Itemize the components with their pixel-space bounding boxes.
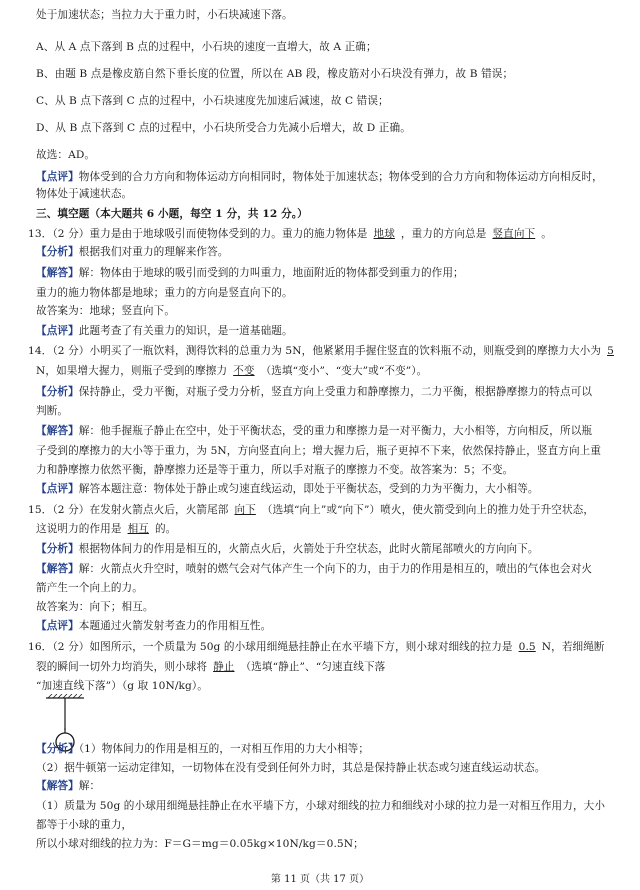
- text-line: [36, 324, 293, 338]
- text: 解：物体由于地球的吸引而受到的力叫重力，地面附近的物体都受到重力的作用；: [78, 267, 464, 279]
- text-line: [36, 660, 385, 674]
- text: （选填“向上”或“向下”）喷火，使火箭受到向上的推力处于升空状态，: [261, 504, 595, 516]
- text-line: [36, 385, 592, 399]
- answer-blank: 竖直向下: [492, 228, 536, 240]
- text-line: 所以小球对细线的拉力为：F＝G＝mg＝0.05kg×10N/kg＝0.5N；: [36, 838, 364, 850]
- text-line: C、从 B 点下落到 C 点的过程中，小石块速度先加速后减速，故 C 错误；: [36, 95, 389, 107]
- text-line: 子受到的摩擦力的大小等于重力，为 5N，方向竖直向上；增大握力后，瓶子更掉不下来，依然保持静止，竖直方向上重: [36, 445, 602, 457]
- text-line: [36, 522, 176, 536]
- text-line: 箭产生一个向上的力。: [36, 582, 143, 594]
- text-line: （2）据牛顿第一运动定律知，一切物体在没有受到任何外力时，其总是保持静止状态或匀速直线运动状态。: [36, 762, 546, 774]
- text-line: 处于加速状态；当拉力大于重力时，小石块减速下落。: [36, 9, 293, 21]
- text-line: 故答案为：向下；相互。: [36, 601, 154, 613]
- text-line: [36, 266, 464, 280]
- answer-blank: 相互: [127, 523, 149, 535]
- text: 15．（2 分）在发射火箭点火后，火箭尾部: [28, 504, 229, 516]
- text: 物体受到的合力方向和物体运动方向相同时，物体处于加速状态；物体受到的合力方向和物体运动方向相反时，: [78, 171, 603, 183]
- text-line: [36, 364, 427, 378]
- text-line: [36, 742, 369, 756]
- text: （选填“静止”、“匀速直线下落: [240, 661, 386, 673]
- text: 根据物体间力的作用是相互的，火箭点火后，火箭处于升空状态，此时火箭尾部喷火的方向向下。: [78, 543, 539, 555]
- text-line: 力和静摩擦力依然平衡，静摩擦力还是等于重力，所以手对瓶子的摩擦力不变。故答案为：5；不变。: [36, 464, 514, 476]
- text: 解答本题注意：物体处于静止或匀速直线运动，即处于平衡状态，受到的力为平衡力，大小相等。: [78, 483, 539, 495]
- text-line: 物体处于减速状态。: [36, 188, 133, 200]
- answer-blank: 地球: [373, 228, 395, 240]
- text-line: [36, 779, 100, 793]
- text-line: D、从 B 点下落到 C 点的过程中，小石块所受合力先减小后增大，故 D 正确。: [36, 122, 411, 134]
- text: 16．（2 分）如图所示，一个质量为 50g 的小球用细绳悬挂静止在水平墙下方，则小球对细线的拉力是: [28, 641, 513, 653]
- text: ，重力的方向总是: [400, 228, 487, 240]
- section-heading: 三、填空题（本大题共 6 小题，每空 1 分，共 12 分。）: [36, 208, 308, 220]
- text: 。: [541, 228, 552, 240]
- pendulum-string: [44, 694, 88, 730]
- text: 解：他手握瓶子静止在空中，处于平衡状态，受的重力和摩擦力是一对平衡力，大小相等，方向相反，所以瓶: [78, 425, 593, 437]
- text-line: [36, 424, 592, 438]
- answer-blank: 静止: [213, 661, 235, 673]
- text-line: 故选：AD。: [36, 149, 96, 161]
- text: N，若细绳断: [541, 641, 605, 653]
- text: 根据我们对重力的理解来作答。: [78, 246, 229, 258]
- solution-tag: 【解答】: [36, 563, 79, 575]
- text: 的。: [154, 523, 177, 535]
- text: 裂的瞬间一切外力均消失，则小球将: [36, 661, 208, 673]
- page-footer: 第 11 页（共 17 页）: [270, 874, 370, 885]
- comment-tag: 【点评】: [36, 483, 79, 495]
- text: 13．（2 分）重力是由于地球吸引而使物体受到的力。重力的施力物体是: [28, 228, 368, 240]
- text: 此题考查了有关重力的知识，是一道基础题。: [78, 325, 293, 337]
- text-line: “加速直线下落”）（g 取 10N/kg）。: [36, 680, 208, 692]
- text-line: B、由题 B 点是橡皮筋自然下垂长度的位置，所以在 AB 段，橡皮筋对小石块没有弹力，故 B 错误；: [36, 68, 514, 80]
- text: 保持静止，受力平衡，对瓶子受力分析，竖直方向上受重力和静摩擦力，二力平衡，根据静摩擦力的特点可以: [78, 386, 593, 398]
- text-line: [36, 170, 603, 184]
- text-line: 都等于小球的重力，: [36, 819, 133, 831]
- comment-tag: 【点评】: [36, 620, 79, 632]
- text: 14．（2 分）小明买了一瓶饮料，测得饮料的总重力为 5N，他紧紧用手握住竖直的饮料瓶不动，则瓶受到的摩擦力大小为: [28, 345, 602, 357]
- comment-tag: 【点评】: [36, 325, 79, 337]
- question-13: [28, 227, 552, 241]
- text-line: A、从 A 点下落到 B 点的过程中，小石块的速度一直增大，故 A 正确；: [36, 41, 377, 53]
- question-16: [28, 640, 605, 654]
- question-14: [28, 344, 620, 358]
- text-line: [36, 245, 229, 259]
- answer-blank: 向下: [234, 504, 256, 516]
- text-line: [36, 482, 539, 496]
- answer-blank: 0.5: [518, 641, 536, 653]
- text: （选填“变小”、“变大”或“不变”）。: [260, 365, 428, 377]
- text: 这说明力的作用是: [36, 523, 122, 535]
- text-line: 重力的施力物体都是地球；重力的方向是竖直向下的。: [36, 287, 293, 299]
- analysis-tag: 【分析】: [36, 386, 79, 398]
- text: 解：火箭点火升空时，喷射的燃气会对气体产生一个向下的力，由于力的作用是相互的，喷出的气体也会对火: [78, 563, 593, 575]
- text-line: [36, 542, 539, 556]
- answer-blank: 5: [607, 345, 614, 357]
- text-line: 故答案为：地球；竖直向下。: [36, 305, 176, 317]
- analysis-tag: 【分析】: [36, 543, 79, 555]
- text: 本题通过火箭发射考查力的作用相互性。: [78, 620, 272, 632]
- answer-blank: 不变: [233, 365, 255, 377]
- solution-tag: 【解答】: [36, 425, 79, 437]
- solution-tag: 【解答】: [36, 267, 79, 279]
- text-line: （1）质量为 50g 的小球用细绳悬挂静止在水平墙下方，小球对细线的拉力和细线对小球的拉力是一对相互作用力，大小: [36, 800, 606, 812]
- text: 解：: [78, 780, 101, 792]
- text: （1）物体间力的作用是相互的，一对相互作用的力大小相等；: [78, 743, 370, 755]
- comment-tag: 【点评】: [36, 171, 79, 183]
- analysis-tag: 【分析】: [36, 743, 79, 755]
- text: N，如果增大握力，则瓶子受到的摩擦力: [36, 365, 228, 377]
- text-line: 判断。: [36, 405, 69, 417]
- analysis-tag: 【分析】: [36, 246, 79, 258]
- text-line: [36, 619, 271, 633]
- question-15: [28, 503, 594, 517]
- solution-tag: 【解答】: [36, 780, 79, 792]
- text-line: [36, 562, 592, 576]
